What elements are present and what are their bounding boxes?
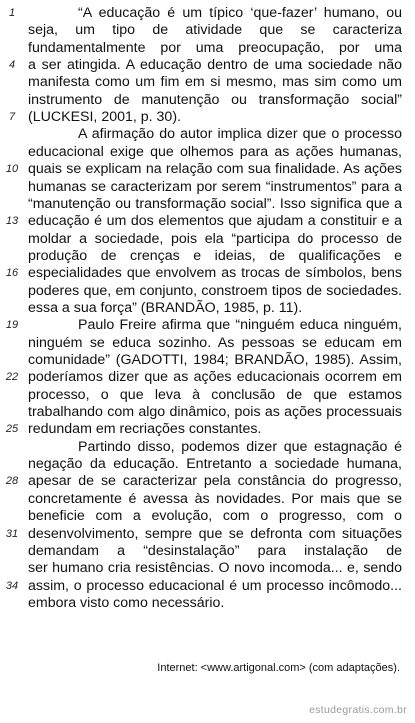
text-line: [0, 126, 415, 143]
text-line: [0, 161, 415, 178]
text-line: [0, 595, 415, 612]
text-line: [0, 231, 415, 248]
text-line: [0, 196, 415, 213]
line-text: “A educação é um típico ‘que-fazer’ humano, ou: [78, 5, 402, 21]
text-line: [0, 335, 415, 352]
text-line: [0, 265, 415, 282]
text-line: [0, 404, 415, 421]
line-text: educacional exige que olhemos para as ações humanas,: [28, 143, 402, 160]
text-line: [0, 74, 415, 91]
line-text: demandam a “desinstalação” para instalação de: [28, 542, 402, 559]
line-number: 19: [5, 319, 19, 332]
line-text: especialidades que envolvem as trocas de símbolos, bens: [28, 265, 402, 282]
line-text: A afirmação do autor implica dizer que o processo: [78, 126, 402, 143]
text-line: [0, 543, 415, 560]
line-number: 28: [5, 475, 19, 488]
line-text: a ser atingida. A educação dentro de uma sociedade não: [28, 57, 402, 74]
line-text: ser humano cria resistências. O novo incomoda... e, sendo: [28, 560, 402, 577]
text-line: [0, 387, 415, 404]
line-number: 25: [5, 423, 19, 436]
text-line: [0, 560, 415, 577]
text-line: [0, 352, 415, 369]
line-number: 1: [8, 7, 16, 19]
line-text: fundamentalmente por uma preocupação, por uma: [28, 39, 402, 56]
line-text: (LUCKESI, 2001, p. 30).: [28, 109, 181, 126]
text-line: [0, 144, 415, 161]
text-line: [0, 369, 415, 386]
text-line: [0, 526, 415, 543]
line-number: 4: [8, 59, 16, 72]
line-text: redundam em recriações constantes.: [28, 421, 262, 438]
line-text: moldar a sociedade, pois ela “participa do processo de: [28, 230, 402, 247]
line-number: 34: [5, 579, 19, 592]
line-number: 7: [8, 111, 16, 124]
line-text: essa a sua força” (BRANDÃO, 1985, p. 11).: [28, 299, 303, 316]
line-text: instrumento de manutenção ou transformação social”: [28, 91, 402, 108]
text-line: [0, 22, 415, 39]
text-line: [0, 179, 415, 196]
text-line: [0, 421, 415, 438]
text-line: [0, 456, 415, 473]
line-text: assim, o processo educacional é um processo incômodo...: [28, 577, 402, 594]
line-text: “manutenção ou transformação social”. Isso significa que a: [28, 195, 402, 212]
line-text: processo, o que leva à conclusão de que estamos: [28, 386, 402, 403]
line-text: negação da educação. Entretanto a sociedade humana,: [28, 456, 402, 473]
text-line: [0, 317, 415, 334]
line-text: apesar de se caracterizar pela constância do progresso,: [28, 473, 402, 490]
text-line: [0, 283, 415, 300]
line-number: 22: [5, 371, 19, 384]
text-line: [0, 40, 415, 57]
line-text: seja, um tipo de atividade que se caracteriza: [28, 22, 402, 39]
line-text: ninguém se educa sozinho. As pessoas se educam em: [28, 334, 402, 351]
text-line: [0, 508, 415, 525]
text-line: [0, 213, 415, 230]
text-line: [0, 57, 415, 74]
watermark: estudegratis.com.br: [309, 704, 407, 716]
line-text: produção de crenças e ideias, de qualificações e: [28, 247, 402, 264]
line-text: humanas se caracterizam por serem “instrumentos” para a: [28, 178, 402, 195]
line-text: educação é um dos elementos que ajudam a constituir e a: [28, 213, 402, 230]
line-text: beneficie com a evolução, com o progresso, com o: [28, 508, 402, 525]
text-line: [0, 109, 415, 126]
text-line: [0, 491, 415, 508]
text-line: [0, 473, 415, 490]
source-citation: Internet: <www.artigonal.com> (com adaptações).: [157, 662, 400, 674]
line-text: manifesta como um fim em si mesmo, mas sim como um: [28, 74, 402, 91]
line-text: Partindo disso, podemos dizer que estagnação é: [78, 438, 402, 455]
text-line: [0, 578, 415, 595]
line-text: embora visto como necessário.: [28, 594, 225, 611]
line-number: 13: [5, 215, 19, 228]
line-text: quais se explicam na relação com sua finalidade. As ações: [28, 161, 402, 178]
line-text: trabalhando com algo dinâmico, pois as ações processuais: [28, 404, 402, 421]
line-number: 16: [5, 267, 19, 280]
text-line: [0, 92, 415, 109]
line-text: poderes que, em conjunto, constroem tipos de sociedades.: [28, 282, 402, 299]
line-text: poderíamos dizer que as ações educacionais ocorrem em: [28, 369, 402, 386]
line-text: desenvolvimento, sempre que se defronta com situações: [28, 525, 402, 542]
text-line: [0, 5, 415, 22]
text-line: [0, 300, 415, 317]
line-text: comunidade” (GADOTTI, 1984; BRANDÃO, 1985). Assim,: [28, 352, 402, 368]
text-line: [0, 439, 415, 456]
line-number: 31: [5, 527, 19, 540]
text-line: [0, 248, 415, 265]
line-text: concretamente é avessa às novidades. Por mais que se: [28, 490, 402, 507]
line-number: 10: [5, 163, 19, 176]
line-text: Paulo Freire afirma que “ninguém educa ninguém,: [78, 317, 402, 334]
